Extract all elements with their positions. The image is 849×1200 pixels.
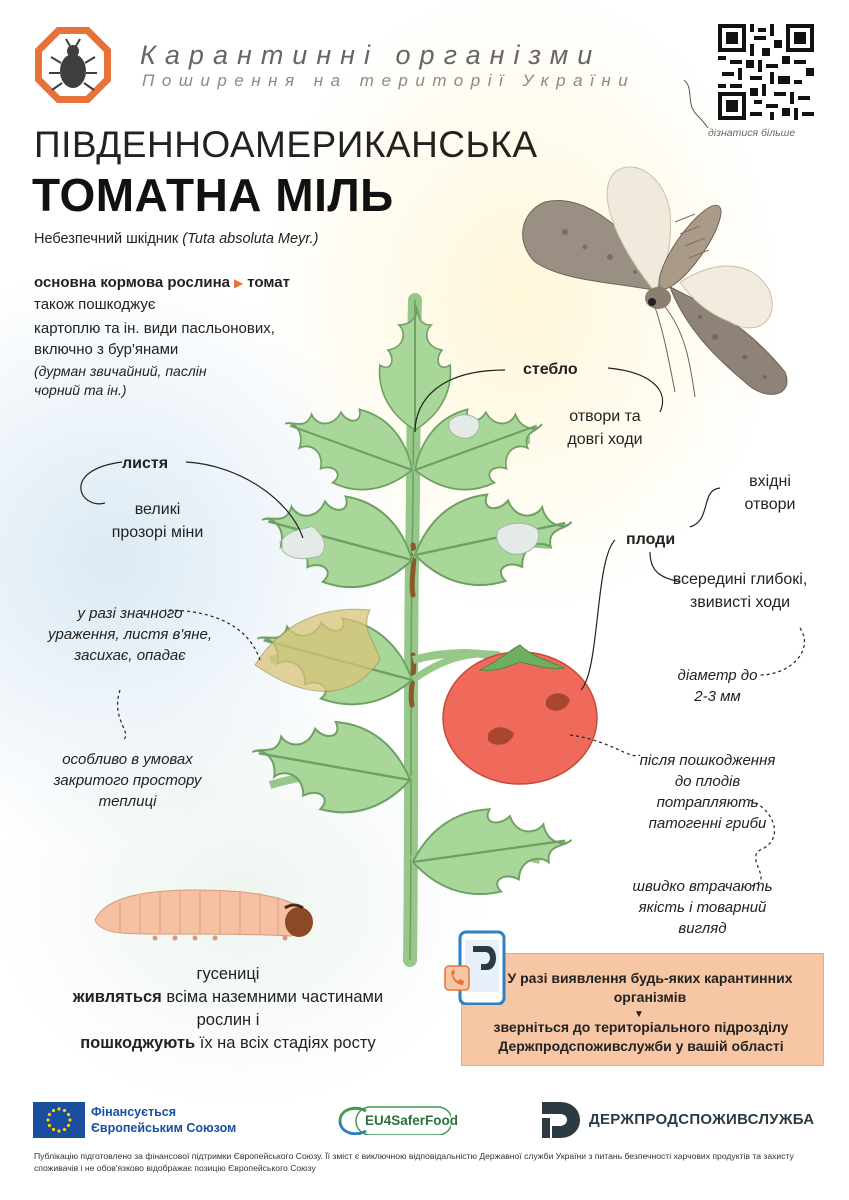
caterpillar-line2 <box>48 986 408 1032</box>
leaves-damage: великі прозорі міни <box>111 501 204 541</box>
host-label: основна кормова рослина <box>34 274 230 291</box>
eu4saferfood-label: EU4SaferFood <box>365 1113 459 1128</box>
eu-flag-icon <box>33 1102 85 1138</box>
caterpillar-line1: гусениці <box>196 965 260 983</box>
fruits-entry: вхідні отвори <box>744 473 796 513</box>
caterpillar-damage-bold: пошкоджують <box>80 1034 196 1052</box>
stem-damage: отвори та довгі ходи <box>567 408 643 448</box>
caterpillar-illustration <box>85 872 320 952</box>
latin-name: (Tuta absoluta Meyr.) <box>182 231 319 247</box>
cta-bottom-text: зверніться до територіального підрозділу Держпродспоживслужби у вашій області <box>493 1019 789 1054</box>
subtitle <box>34 231 318 247</box>
caterpillar-feed-bold: живляться <box>72 988 162 1006</box>
eu-line2: Європейським Союзом <box>91 1121 237 1135</box>
page-title-line2: ТОМАТНА МІЛЬ <box>32 169 394 221</box>
dps-label: ДЕРЖПРОДСПОЖИВСЛУЖБА <box>589 1111 815 1128</box>
triangle-right-icon: ▶ <box>233 276 244 290</box>
fruits-quality: швидко втрачають якість і товарний вигляд <box>632 878 773 937</box>
fruits-inside: всередині глибокі, звивисті ходи <box>672 571 808 611</box>
page-title-line1: ПІВДЕННОАМЕРИКАНСЬКА <box>34 124 538 165</box>
caterpillar-feed-rest: всіма наземними частинами рослин і <box>166 988 384 1029</box>
also-damages-list: картоплю та ін. види пасльонових, включно з бур'янами <box>34 320 275 358</box>
cta-top-text: У разі виявлення будь-яких карантинних організмів <box>507 970 793 1005</box>
footer-disclaimer: Публікацію підготовлено за фінансової підтримки Європейського Союзу. Її зміст є виключною відповідальністю Державної служби України з питань безпечності харчових продуктів та захисту споживачів і не обов'язково відображає позицію Європейського Союзу <box>34 1151 794 1173</box>
leaves-severe: у разі значного ураження, листя в'яне, засихає, опадає <box>48 605 212 664</box>
fruits-label: плоди <box>626 531 676 548</box>
caterpillar-text <box>48 963 408 1055</box>
learn-more-arrow-icon <box>680 78 720 133</box>
host-plant: томат <box>247 274 290 291</box>
also-damages: також пошкоджує <box>34 296 156 313</box>
eu-funding-label <box>91 1104 236 1136</box>
also-damages-note: (дурман звичайний, паслін чорний та ін.) <box>34 363 207 398</box>
leaves-greenhouse: особливо в умовах закритого простору теплиці <box>53 751 202 810</box>
quarantine-logo-icon <box>33 25 113 105</box>
triangle-down-icon: ▼ <box>634 1009 644 1020</box>
series-title: Карантинні організми <box>140 40 602 70</box>
dps-logo-icon <box>540 1100 582 1140</box>
caterpillar-line3 <box>48 1032 408 1055</box>
learn-more-link[interactable]: дізнатися більше <box>708 127 796 139</box>
host-plant-line <box>34 274 290 291</box>
fruits-fungi: після пошкодження до плодів потрапляють патогенні гриби <box>639 752 776 832</box>
fruits-diameter: діаметр до 2-3 мм <box>677 667 758 705</box>
qr-code[interactable] <box>718 24 814 120</box>
leaves-label: листя <box>122 455 169 472</box>
stem-label: стебло <box>523 361 578 378</box>
series-subtitle: Поширення на території України <box>142 71 636 90</box>
tomato-fruit <box>443 652 597 784</box>
caterpillar-damage-rest: їх на всіх стадіях росту <box>199 1034 376 1052</box>
eu-line1: Фінансується <box>91 1105 177 1119</box>
subtitle-text: Небезпечний шкідник <box>34 231 179 247</box>
